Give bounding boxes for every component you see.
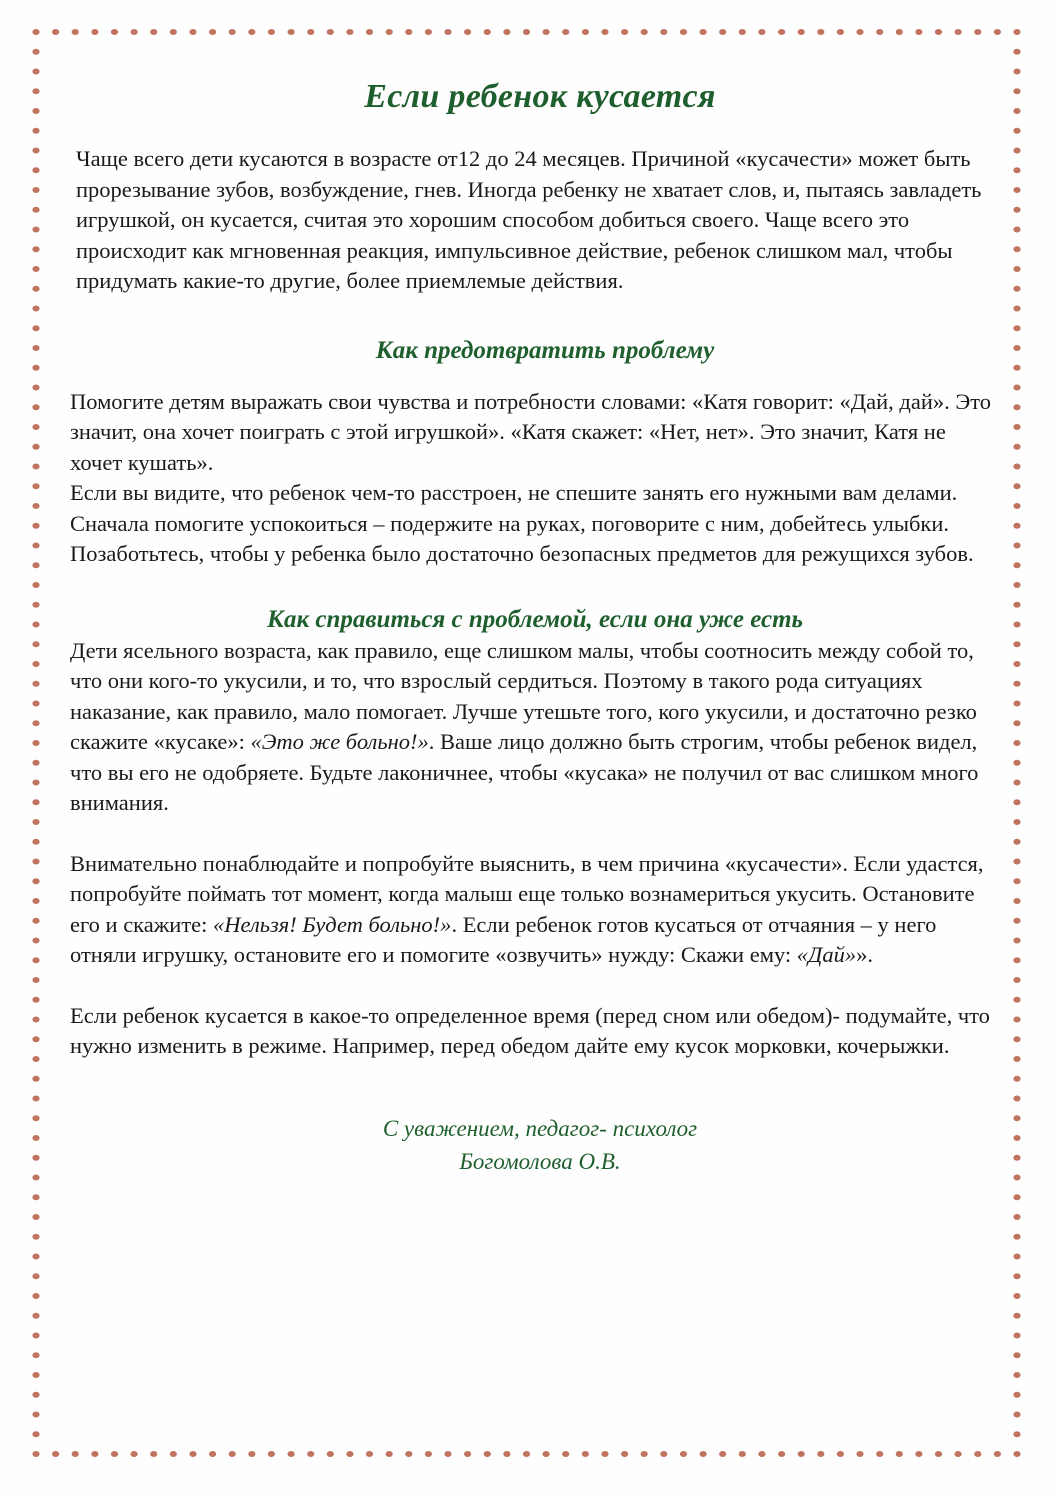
border-dot xyxy=(32,740,39,746)
border-dot xyxy=(32,187,39,193)
border-dot xyxy=(405,29,412,35)
border-dot xyxy=(562,29,569,35)
border-dot xyxy=(680,29,687,35)
border-dot xyxy=(1013,780,1020,786)
border-dot xyxy=(1013,1412,1020,1418)
border-dot xyxy=(444,1451,451,1457)
border-dot xyxy=(307,1451,314,1457)
border-dot xyxy=(994,1451,1001,1457)
border-dot xyxy=(1013,1273,1020,1279)
border-dot xyxy=(837,29,844,35)
border-dot xyxy=(1013,938,1020,944)
border-dot xyxy=(386,1451,393,1457)
border-dot xyxy=(1013,1096,1020,1102)
intro-paragraph: Чаще всего дети кусаются в возрасте от12 до 24 месяцев. Причиной «кусачести» может быть прорезывание зубов, возбуждение, гнев. Иногда ребенку не хватает слов, и, пытаясь завладеть игрушкой, он кусается, считая это хорошим способом добиться своего. Чаще всего это происходит как мгновенная реакция, импульсивное действие, ребенок слишком мал, чтобы придумать какие-то другие, более приемлемые действия. xyxy=(76,146,982,293)
border-dot xyxy=(641,29,648,35)
border-dot xyxy=(1013,641,1020,647)
border-dot xyxy=(1013,918,1020,924)
border-dot xyxy=(876,29,883,35)
border-dot xyxy=(1013,898,1020,904)
border-dot xyxy=(32,503,39,509)
border-dot xyxy=(1013,1372,1020,1378)
border-dot xyxy=(32,128,39,134)
border-dot xyxy=(1013,424,1020,430)
border-dot xyxy=(1013,1254,1020,1260)
border-dot xyxy=(32,29,39,35)
border-dot xyxy=(896,29,903,35)
border-dot xyxy=(150,29,157,35)
border-dot xyxy=(915,1451,922,1457)
border-dot xyxy=(268,29,275,35)
border-dot xyxy=(621,29,628,35)
border-dot xyxy=(425,29,432,35)
border-dot xyxy=(32,859,39,865)
border-dot xyxy=(1013,1352,1020,1358)
border-dot xyxy=(444,29,451,35)
border-dot xyxy=(1013,503,1020,509)
border-dot xyxy=(32,1333,39,1339)
border-dot xyxy=(1013,88,1020,94)
border-dot xyxy=(32,1175,39,1181)
border-dot xyxy=(582,29,589,35)
border-dot xyxy=(425,1451,432,1457)
border-dot xyxy=(680,1451,687,1457)
border-dot xyxy=(621,1451,628,1457)
border-dot xyxy=(1013,325,1020,331)
border-dot xyxy=(111,29,118,35)
border-dot xyxy=(1013,167,1020,173)
border-dot xyxy=(32,444,39,450)
border-dot xyxy=(32,345,39,351)
border-dot xyxy=(91,1451,98,1457)
border-dot xyxy=(32,325,39,331)
border-dot xyxy=(523,1451,530,1457)
border-dot xyxy=(719,1451,726,1457)
border-dot xyxy=(1013,1056,1020,1062)
border-dot xyxy=(1013,444,1020,450)
border-dot xyxy=(150,1451,157,1457)
section2-p2-quote2: «Дай» xyxy=(796,942,857,967)
border-dot xyxy=(91,29,98,35)
border-dot xyxy=(601,1451,608,1457)
section2-p1-end: . Ваше лицо должно быть строгим, чтобы ребенок видел, что вы его не одобряете. Будьте лаконичнее, чтобы «кусака» не получил от вас слишком много внимания. xyxy=(70,729,979,815)
border-dot xyxy=(1013,464,1020,470)
border-dot xyxy=(1013,148,1020,154)
section2-p1-quote: «Это же больно!» xyxy=(250,729,429,754)
border-dot xyxy=(1013,49,1020,55)
border-dot xyxy=(32,1352,39,1358)
paragraph-gap xyxy=(70,971,1000,1001)
border-dot xyxy=(484,1451,491,1457)
border-dot xyxy=(1013,1076,1020,1082)
border-dot xyxy=(1013,957,1020,963)
border-dot xyxy=(1013,602,1020,608)
border-dot xyxy=(32,582,39,588)
section2-body xyxy=(70,636,1000,1062)
border-dot xyxy=(32,1155,39,1161)
border-dot xyxy=(974,29,981,35)
border-dot xyxy=(189,29,196,35)
border-dot xyxy=(32,108,39,114)
border-dot xyxy=(1013,1451,1020,1457)
section2-heading: Как справиться с проблемой, если она уже есть xyxy=(267,605,803,633)
border-dot xyxy=(1013,1155,1020,1161)
border-dot xyxy=(52,29,59,35)
border-dot xyxy=(641,1451,648,1457)
section1-paragraph-3: Позаботьтесь, чтобы у ребенка было достаточно безопасных предметов для режущихся зубов. xyxy=(70,541,974,566)
border-dot xyxy=(131,1451,138,1457)
border-dot xyxy=(111,1451,118,1457)
border-dot xyxy=(935,1451,942,1457)
border-dot xyxy=(32,701,39,707)
border-dot xyxy=(52,1451,59,1457)
section1-paragraph-2: Если вы видите, что ребенок чем-то расстроен, не спешите занять его нужными вам делами. Сначала помогите успокоиться – подержите на руках, поговорите с ним, добейтесь улыбки. xyxy=(70,480,958,536)
border-dot xyxy=(32,167,39,173)
border-dot xyxy=(32,266,39,272)
border-dot xyxy=(1013,1115,1020,1121)
border-dot xyxy=(405,1451,412,1457)
border-dot xyxy=(1013,997,1020,1003)
border-dot xyxy=(876,1451,883,1457)
border-dot xyxy=(268,1451,275,1457)
border-dot xyxy=(1013,543,1020,549)
border-dot xyxy=(32,1115,39,1121)
section2-p2-mid: . Если ребенок готов кусаться от отчаяния – у него отняли игрушку, остановите его и помогите «озвучить» нужду: Скажи ему: xyxy=(70,911,937,967)
border-dot xyxy=(32,819,39,825)
border-dot xyxy=(582,1451,589,1457)
border-dot xyxy=(229,29,236,35)
section2-p2-quote: «Нельзя! Будет больно!» xyxy=(213,911,452,937)
border-dot xyxy=(1013,29,1020,35)
border-dot xyxy=(32,661,39,667)
border-dot xyxy=(32,602,39,608)
border-dot xyxy=(1013,345,1020,351)
border-dot xyxy=(1013,306,1020,312)
border-dot xyxy=(896,1451,903,1457)
border-dot xyxy=(32,977,39,983)
paragraph-gap xyxy=(70,819,1000,849)
border-dot xyxy=(1013,1175,1020,1181)
border-dot xyxy=(778,29,785,35)
border-dot xyxy=(1013,1194,1020,1200)
border-dot xyxy=(1013,207,1020,213)
section2-paragraph-2 xyxy=(70,849,1000,971)
border-dot xyxy=(1013,859,1020,865)
border-dot xyxy=(32,385,39,391)
border-dot xyxy=(1013,128,1020,134)
border-dot xyxy=(837,1451,844,1457)
border-dot xyxy=(32,246,39,252)
border-dot xyxy=(32,365,39,371)
border-dot xyxy=(1013,246,1020,252)
border-dot xyxy=(503,1451,510,1457)
intro-section xyxy=(76,144,1000,297)
border-dot xyxy=(32,1293,39,1299)
border-dot xyxy=(288,29,295,35)
border-dot xyxy=(798,29,805,35)
border-dot xyxy=(32,1372,39,1378)
border-dot xyxy=(32,148,39,154)
section1-heading: Как предотвратить проблему xyxy=(375,336,715,364)
document-title: Если ребенок кусается xyxy=(364,78,716,115)
border-dot xyxy=(170,1451,177,1457)
border-dot xyxy=(1013,227,1020,233)
section2-paragraph-1 xyxy=(70,636,1000,819)
border-dot xyxy=(32,918,39,924)
border-dot xyxy=(1013,701,1020,707)
section2-p2-start: Внимательно понаблюдайте и попробуйте выяснить, в чем причина «кусачести». Если удастся, попробуйте поймать тот момент, когда малыш еще только вознамериться укусить. Остановите его и скажите: xyxy=(70,850,984,937)
border-dot xyxy=(32,1234,39,1240)
border-dot xyxy=(955,1451,962,1457)
border-dot xyxy=(32,641,39,647)
border-dot xyxy=(739,29,746,35)
border-dot xyxy=(366,1451,373,1457)
section1-body xyxy=(70,387,1000,570)
border-dot xyxy=(1013,977,1020,983)
border-dot xyxy=(346,1451,353,1457)
border-dot xyxy=(856,1451,863,1457)
border-dot xyxy=(32,1135,39,1141)
border-dot xyxy=(523,29,530,35)
border-dot xyxy=(209,29,216,35)
border-dot xyxy=(366,29,373,35)
border-dot xyxy=(189,1451,196,1457)
border-dot xyxy=(32,957,39,963)
border-dot xyxy=(307,29,314,35)
border-dot xyxy=(32,997,39,1003)
border-dot xyxy=(464,1451,471,1457)
border-dot xyxy=(72,29,79,35)
border-dot xyxy=(1013,1234,1020,1240)
border-dot xyxy=(856,29,863,35)
border-dot xyxy=(32,483,39,489)
border-dot xyxy=(32,1313,39,1319)
border-dot xyxy=(32,622,39,628)
border-dot xyxy=(248,1451,255,1457)
border-dot xyxy=(1013,385,1020,391)
border-dot xyxy=(1013,819,1020,825)
border-dot xyxy=(915,29,922,35)
border-dot xyxy=(1013,1392,1020,1398)
border-dot xyxy=(543,29,550,35)
border-dot xyxy=(32,404,39,410)
border-dot xyxy=(1013,760,1020,766)
border-dot xyxy=(660,29,667,35)
border-dot xyxy=(288,1451,295,1457)
border-dot xyxy=(758,1451,765,1457)
border-dot xyxy=(32,1451,39,1457)
border-dot xyxy=(739,1451,746,1457)
border-dot xyxy=(1013,108,1020,114)
border-dot xyxy=(32,1273,39,1279)
border-dot xyxy=(1013,1431,1020,1437)
border-dot xyxy=(32,1096,39,1102)
border-dot xyxy=(1013,365,1020,371)
border-dot xyxy=(327,29,334,35)
border-dot xyxy=(346,29,353,35)
border-dot xyxy=(464,29,471,35)
border-dot xyxy=(1013,286,1020,292)
border-dot xyxy=(562,1451,569,1457)
border-dot xyxy=(32,780,39,786)
border-dot xyxy=(1013,187,1020,193)
border-dot xyxy=(1013,799,1020,805)
border-dot xyxy=(248,29,255,35)
border-dot xyxy=(32,1194,39,1200)
border-dot xyxy=(798,1451,805,1457)
border-dot xyxy=(1013,839,1020,845)
border-dot xyxy=(1013,622,1020,628)
border-dot xyxy=(32,1017,39,1023)
border-dot xyxy=(32,424,39,430)
section2-paragraph-3: Если ребенок кусается в какое-то определенное время (перед сном или обедом)- подумайте, что нужно изменить в режиме. Например, перед обедом дайте ему кусок морковки, кочерыжки. xyxy=(70,1002,990,1058)
border-dot xyxy=(935,29,942,35)
border-dot xyxy=(1013,266,1020,272)
border-dot xyxy=(817,1451,824,1457)
border-dot xyxy=(1013,720,1020,726)
border-dot xyxy=(1013,1293,1020,1299)
border-dot xyxy=(32,799,39,805)
border-dot xyxy=(1013,661,1020,667)
border-dot xyxy=(32,227,39,233)
border-dot xyxy=(32,938,39,944)
border-dot xyxy=(974,1451,981,1457)
border-dot xyxy=(229,1451,236,1457)
section2-p2-end: ». xyxy=(856,942,873,967)
border-dot xyxy=(1013,483,1020,489)
border-dot xyxy=(32,1076,39,1082)
border-dot xyxy=(719,29,726,35)
border-dot xyxy=(32,49,39,55)
border-dot xyxy=(32,1056,39,1062)
border-dot xyxy=(32,543,39,549)
section2-p1-start: Дети ясельного возраста, как правило, еще слишком малы, чтобы соотносить между собой то, что они кого-то укусили, и то, что взрослый сердиться. Поэтому в такого рода ситуациях наказание, как правило, мало помогает. Лучше утешьте того, кого укусили, и достаточно резко скажите «кусаке»: xyxy=(70,637,977,754)
border-dot xyxy=(32,88,39,94)
border-dot xyxy=(32,464,39,470)
border-dot xyxy=(817,29,824,35)
border-dot xyxy=(1013,1036,1020,1042)
border-dot xyxy=(1013,1135,1020,1141)
border-dot xyxy=(32,1254,39,1260)
border-dot xyxy=(955,29,962,35)
document-content xyxy=(70,78,1000,1178)
border-dot xyxy=(1013,740,1020,746)
border-dot xyxy=(32,523,39,529)
border-dot xyxy=(1013,1313,1020,1319)
border-dot xyxy=(1013,1017,1020,1023)
signature-line-1: С уважением, педагог- психолог xyxy=(382,1115,698,1141)
border-dot xyxy=(1013,878,1020,884)
border-dot xyxy=(32,1392,39,1398)
border-dot xyxy=(32,760,39,766)
border-dot xyxy=(32,1036,39,1042)
border-dot xyxy=(1013,404,1020,410)
border-dot xyxy=(32,1431,39,1437)
border-dot xyxy=(131,29,138,35)
border-dot xyxy=(170,29,177,35)
border-dot xyxy=(209,1451,216,1457)
border-dot xyxy=(1013,681,1020,687)
border-dot xyxy=(601,29,608,35)
border-dot xyxy=(503,29,510,35)
border-dot xyxy=(660,1451,667,1457)
border-dot xyxy=(1013,523,1020,529)
border-dot xyxy=(32,681,39,687)
border-dot xyxy=(1013,1333,1020,1339)
border-dot xyxy=(32,878,39,884)
border-dot xyxy=(32,69,39,75)
border-dot xyxy=(72,1451,79,1457)
border-dot xyxy=(1013,582,1020,588)
border-dot xyxy=(32,839,39,845)
border-dot xyxy=(700,29,707,35)
section1-paragraph-1: Помогите детям выражать свои чувства и потребности словами: «Катя говорит: «Дай, дай». Это значит, она хочет поиграть с этой игрушкой». «Катя скажет: «Нет, нет». Это значит, Катя не хочет кушать». xyxy=(70,388,992,475)
border-dot xyxy=(994,29,1001,35)
border-dot xyxy=(1013,1214,1020,1220)
border-dot xyxy=(484,29,491,35)
signature-line-2: Богомолова О.В. xyxy=(459,1148,621,1174)
border-dot xyxy=(32,286,39,292)
border-dot xyxy=(32,306,39,312)
border-dot xyxy=(700,1451,707,1457)
border-dot xyxy=(1013,69,1020,75)
border-dot xyxy=(32,898,39,904)
border-dot xyxy=(778,1451,785,1457)
border-dot xyxy=(32,562,39,568)
border-dot xyxy=(32,720,39,726)
border-dot xyxy=(543,1451,550,1457)
border-dot xyxy=(32,207,39,213)
border-dot xyxy=(1013,562,1020,568)
border-dot xyxy=(327,1451,334,1457)
border-dot xyxy=(32,1214,39,1220)
border-dot xyxy=(32,1412,39,1418)
border-dot xyxy=(386,29,393,35)
signature-block xyxy=(70,1112,1000,1178)
border-dot xyxy=(758,29,765,35)
